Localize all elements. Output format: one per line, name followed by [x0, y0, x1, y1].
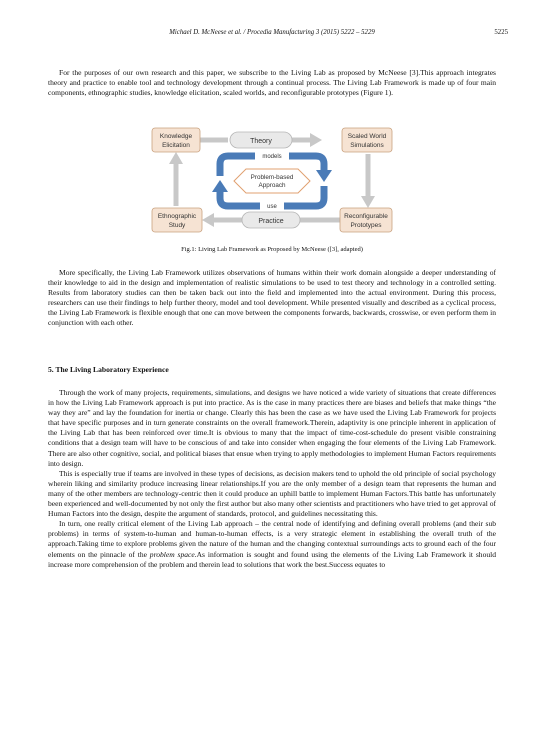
use-label: use [267, 204, 277, 210]
paragraph-4: This is especially true if teams are involved in these types of decisions, as decision makers tend to uphold the old principle of social psychology wherein liking and similarity produce increasing linear relationships.If you are the only member of a design team that represents the human and many of the other members are technology-centric then it could produce an uphill battle to implement Human Factors.This battle has unfortunately been experienced and well-documented by not only the first author but also many other scientists and practitioners who have tried to get approval of Human Factors into the design, despite the argument of standards, protocol, and guidelines necessitating this. [48, 468, 496, 519]
knowledge-label-line1: Knowledge [159, 133, 193, 140]
intro-section [48, 68, 496, 98]
paragraph-2: More specifically, the Living Lab Framework utilizes observations of humans within their work domain alongside a deeper understanding of their knowledge to aid in the design and implementation of realistic simulations to be used to test theory and technology in a controlled setting. Results from laboratory studies can then be taken back out into the field and implemented into the actual environment. During this process, researchers can use their findings to help further theory, model and tool development. While presented visually and described as a cyclical process, the Living Lab Framework is flexible enough that one can move between the components forwards, backwards, crosswise, or even perform them in conjunction with each other. [48, 268, 496, 328]
ethno-label-line2: Study [168, 222, 186, 229]
reconfig-label-line2: Prototypes [350, 222, 382, 229]
arrow-head-down [361, 196, 375, 208]
figure-caption: Fig.1: Living Lab Framework as Proposed by McNeese ([3], adapted) [181, 246, 363, 253]
paragraph-3: Through the work of many projects, requirements, simulations, and designs we have noticed a wide variety of situations that create differences in how the Living Lab Framework approach is put into practice. As is the case in many practices there are biases and beliefs that make things “the way they are” and lay the foundation for inertia or change. Clearly this has been the case as we have used the Living Lab Framework for projects that have specific purposes and in turn generate constraints on the overall framework.Therein, adaptivity is one principle inherent in application of the Living Lab that has been reinforced over time.It is obvious to many that the impact of time-cost-schedule do present visible constraining conditions that a design team will have to be conscious of and take into consider when engaging the four elements of the Living Lab Framework. There are also other cognitive, social, and political biases that ensue when trying to apply methodologies to implement Human Factors requirements into design. [48, 388, 496, 468]
paragraph-5-end: As information is sought and found using the elements of the Living Lab Framework it should increase more comprehension of the problem and therein lead to solutions that work the best.Success equates to [48, 549, 496, 569]
center-label-line2: Approach [258, 182, 286, 189]
center-label-line1: Problem-based [250, 174, 294, 181]
page-number: 5225 [494, 29, 508, 36]
center-hexagon [234, 169, 310, 193]
problem-space-emphasis: problem space. [149, 549, 197, 559]
section-5-body [48, 388, 496, 570]
blue-arrow-head-left [212, 180, 228, 192]
reconfig-label-line1: Reconfigurable [344, 213, 388, 220]
living-lab-figure [150, 124, 394, 236]
section-4-body [48, 268, 496, 329]
blue-arrow-head-right [316, 170, 332, 182]
scaled-label-line2: Simulations [350, 142, 384, 149]
scaled-label-line1: Scaled World [347, 133, 387, 140]
models-label: models [262, 154, 282, 160]
paragraph-5 [48, 519, 496, 569]
practice-label: Practice [258, 218, 284, 225]
knowledge-label-line2: Elicitation [162, 142, 190, 149]
running-head: Michael D. McNeese et al. / Procedia Manufacturing 3 (2015) 5222 – 5229 [169, 29, 375, 36]
theory-label: Theory [250, 138, 272, 145]
ethno-label-line1: Ethnographic [157, 213, 197, 220]
intro-paragraph: For the purposes of our own research and this paper, we subscribe to the Living Lab as proposed by McNeese [3].This approach integrates theory and practice to enable tool and technology development through a continual process. The Living Lab Framework is made up of four main components, ethnographic studies, knowledge elicitation, scaled worlds, and reconfigurable prototypes (Figure 1). [48, 68, 496, 98]
arrow-head-left [202, 213, 214, 227]
paragraph-5-start: In turn, one really critical element of the Living Lab approach – the central node of identifying and defining overall problems (and their sub problems) in terms of system-to-human and human-to-human effects, is a very strategic element in establishing the overall truth of the approach.Taking time to explore problems given the nature of the human and the changing contextual surroundings acts to ground each of the four elements on the pinnacle of the [48, 519, 496, 559]
arrow-head-up [169, 152, 183, 164]
section-heading: 5. The Living Laboratory Experience [48, 365, 169, 374]
